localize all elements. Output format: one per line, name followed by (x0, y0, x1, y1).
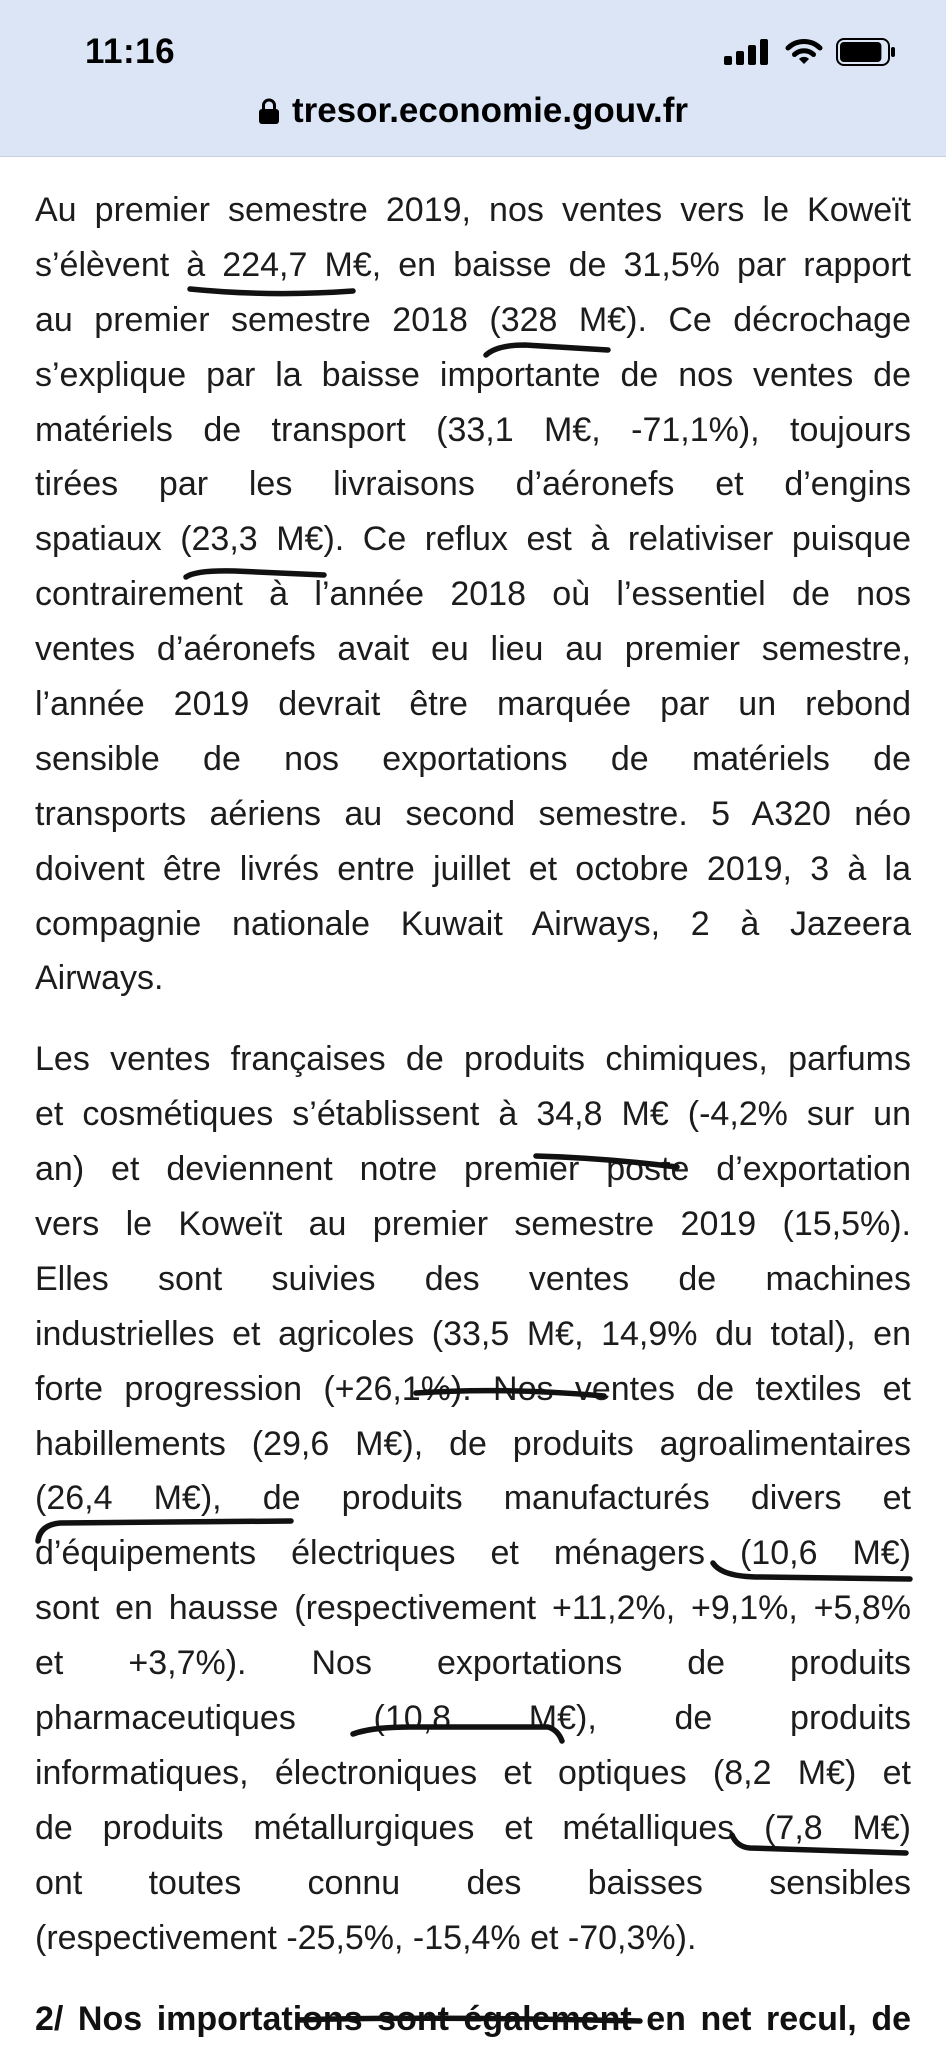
browser-header (0, 0, 946, 157)
text-line: doivent être livrés entre juillet et octobre 2019, 3 à la (35, 849, 911, 888)
text-line: Au premier semestre 2019, nos ventes vers le Koweït (35, 191, 911, 229)
text-line: habillements (29,6 M€), de produits agroalimentaires (35, 1424, 911, 1463)
text-line: ont toutes connu des baisses sensibles (35, 1863, 911, 1902)
text-line: forte progression (+26,1%). Nos ventes de textiles et (35, 1369, 911, 1408)
text-line: s’élèvent à 224,7 M€, en baisse de 31,5% par rapport (35, 245, 911, 284)
text-line: au premier semestre 2018 (328 M€). Ce décrochage (35, 300, 911, 339)
text-line: s’explique par la baisse importante de nos ventes de (35, 355, 911, 394)
text-line: spatiaux (23,3 M€). Ce reflux est à relativiser puisque (35, 520, 911, 559)
cellular-signal-icon (724, 39, 770, 65)
text-line: ventes d’aéronefs avait eu lieu au premier semestre, (35, 630, 911, 669)
text-line: Elles sont suivies des ventes de machines (35, 1259, 911, 1298)
text-line: Airways. (35, 959, 164, 998)
section-heading (35, 1992, 911, 2047)
article-body (35, 157, 911, 2072)
address-bar[interactable] (0, 88, 946, 134)
text-line: matériels de transport (33,1 M€, -71,1%), toujours (35, 410, 911, 449)
text-line: pharmaceutiques (10,8 M€), de produits (35, 1699, 911, 1738)
text-line: tirées par les livraisons d’aéronefs et d’engins (35, 465, 911, 504)
paragraph (35, 1032, 911, 1965)
heading-line: 2/ Nos importations sont également en net recul, de (35, 1999, 911, 2038)
wifi-icon (784, 36, 824, 66)
text-line: Les ventes françaises de produits chimiques, parfums (35, 1040, 911, 1079)
text-line: de produits métallurgiques et métalliques (7,8 M€) (35, 1808, 911, 1847)
status-time: 11:16 (85, 32, 176, 71)
text-line: contrairement à l’année 2018 où l’essentiel de nos (35, 575, 911, 614)
text-line: et +3,7%). Nos exportations de produits (35, 1644, 911, 1683)
text-line: compagnie nationale Kuwait Airways, 2 à Jazeera (35, 904, 911, 943)
text-line: sont en hausse (respectivement +11,2%, +9,1%, +5,8% (35, 1589, 911, 1628)
text-line: (26,4 M€), de produits manufacturés divers et (35, 1479, 911, 1518)
paragraph (35, 183, 911, 1006)
battery-icon (836, 38, 896, 66)
text-line: et cosmétiques s’établissent à 34,8 M€ (-4,2% sur un (35, 1095, 911, 1134)
text-line: sensible de nos exportations de matériels de (35, 739, 911, 778)
text-line: (respectivement -25,5%, -15,4% et -70,3%). (35, 1918, 697, 1957)
lock-icon (258, 97, 280, 125)
text-line: industrielles et agricoles (33,5 M€, 14,9% du total), en (35, 1314, 911, 1353)
text-line: vers le Koweït au premier semestre 2019 (15,5%). (35, 1205, 911, 1244)
text-line: informatiques, électroniques et optiques (8,2 M€) et (35, 1753, 911, 1792)
url-text[interactable]: tresor.economie.gouv.fr (291, 91, 689, 130)
battery-level-fill (840, 42, 881, 62)
text-line: transports aériens au second semestre. 5 A320 néo (35, 794, 911, 833)
text-line: d’équipements électriques et ménagers (10,6 M€) (35, 1534, 911, 1573)
text-line: an) et deviennent notre premier poste d’exportation (35, 1150, 911, 1189)
text-line: l’année 2019 devrait être marquée par un rebond (35, 685, 911, 724)
